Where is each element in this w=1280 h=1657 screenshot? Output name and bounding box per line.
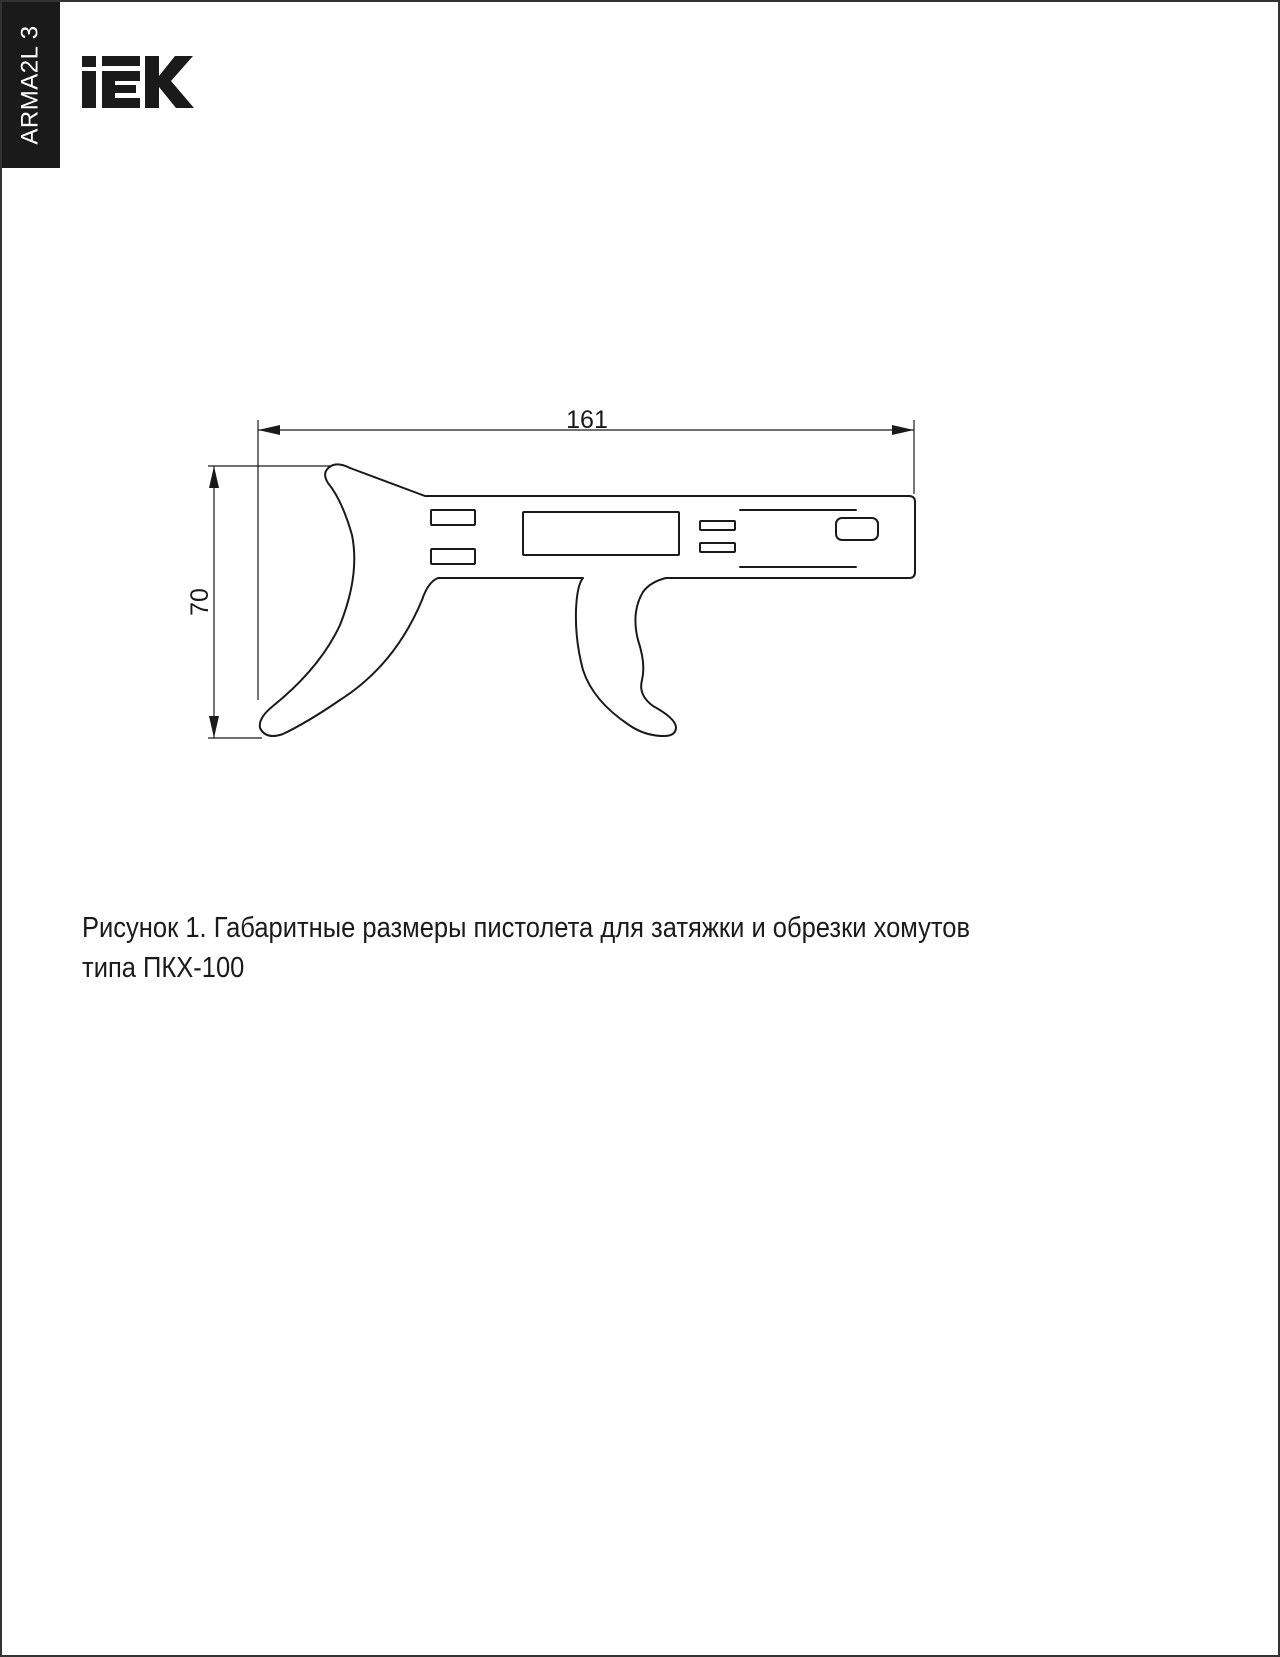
slot-left-lower bbox=[431, 549, 475, 564]
slot-small-upper bbox=[700, 521, 735, 530]
caption-line-2: типа ПКХ-100 bbox=[82, 952, 245, 984]
side-tab-label: ARMA2L 3 bbox=[17, 25, 45, 145]
figure-caption bbox=[82, 908, 1068, 988]
caption-line-1: Рисунок 1. Габаритные размеры пистолета для затяжки и обрезки хомутов bbox=[82, 912, 971, 944]
window-center bbox=[523, 512, 679, 555]
dimension-height-label: 70 bbox=[186, 588, 214, 616]
slot-small-lower bbox=[700, 543, 735, 552]
slot-left-upper bbox=[431, 510, 475, 525]
technical-drawing bbox=[0, 0, 1280, 800]
gun-body-outline bbox=[260, 464, 915, 736]
slot-right-rounded bbox=[836, 518, 878, 540]
dimension-width-label: 161 bbox=[566, 406, 608, 434]
